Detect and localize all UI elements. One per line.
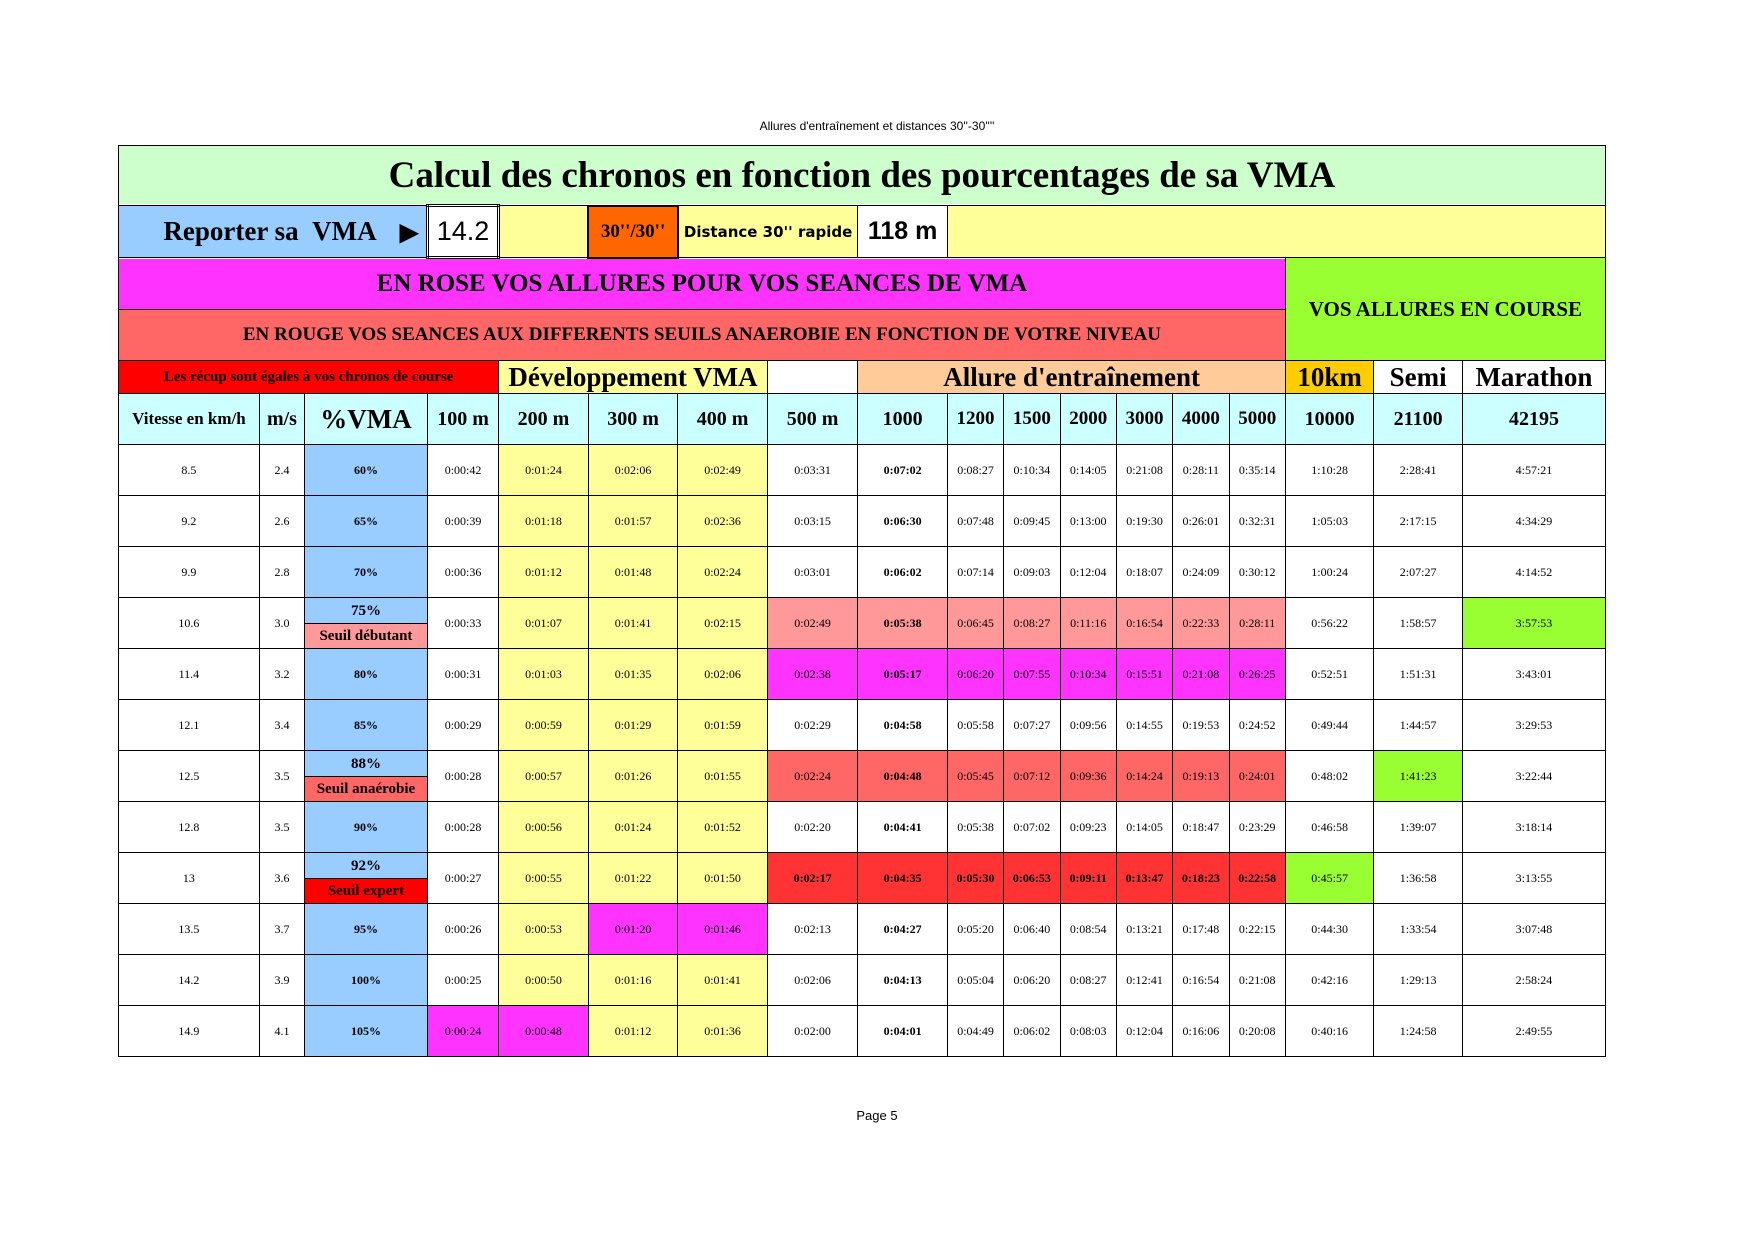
speed-ms-cell: 3.0 <box>259 598 304 649</box>
time-cell: 0:01:24 <box>499 445 589 496</box>
ten-km-header: 10km <box>1285 361 1374 394</box>
time-cell: 0:02:24 <box>678 547 768 598</box>
time-cell: 0:12:04 <box>1116 1006 1172 1057</box>
time-cell: 0:00:33 <box>427 598 498 649</box>
time-cell: 0:00:31 <box>427 649 498 700</box>
vma-label: VMA <box>312 216 376 246</box>
time-cell: 0:04:27 <box>858 904 948 955</box>
time-cell: 0:00:27 <box>427 853 498 904</box>
time-cell: 0:01:48 <box>588 547 678 598</box>
time-cell: 0:06:53 <box>1004 853 1060 904</box>
column-header: Vitesse en km/h <box>119 394 260 445</box>
time-cell: 2:28:41 <box>1374 445 1463 496</box>
time-cell: 0:00:36 <box>427 547 498 598</box>
time-cell: 0:02:15 <box>678 598 768 649</box>
time-cell: 3:43:01 <box>1462 649 1605 700</box>
time-cell: 0:02:13 <box>767 904 858 955</box>
time-cell: 0:00:25 <box>427 955 498 1006</box>
time-cell: 0:13:21 <box>1116 904 1172 955</box>
time-cell: 2:49:55 <box>1462 1006 1605 1057</box>
column-header: 400 m <box>678 394 768 445</box>
vma-input[interactable]: 14.2 <box>427 206 498 258</box>
speed-kmh-cell: 10.6 <box>119 598 260 649</box>
course-banner: VOS ALLURES EN COURSE <box>1285 258 1605 361</box>
marathon-header: Marathon <box>1462 361 1605 394</box>
time-cell: 0:08:27 <box>947 445 1003 496</box>
time-cell: 0:18:07 <box>1116 547 1172 598</box>
vma-label-cell <box>305 206 428 258</box>
time-cell: 0:24:52 <box>1229 700 1285 751</box>
time-cell: 0:04:48 <box>858 751 948 802</box>
speed-ms-cell: 2.4 <box>259 445 304 496</box>
column-header: %VMA <box>305 394 428 445</box>
page-header: Allures d'entraînement et distances 30''-30'''' <box>759 119 995 133</box>
time-cell: 1:05:03 <box>1285 496 1374 547</box>
time-cell: 0:02:06 <box>588 445 678 496</box>
time-cell: 0:05:17 <box>858 649 948 700</box>
time-cell: 0:00:50 <box>499 955 589 1006</box>
column-header: m/s <box>259 394 304 445</box>
distance-label: Distance 30'' rapide <box>678 206 858 258</box>
column-header: 1500 <box>1004 394 1060 445</box>
table-row <box>119 598 1606 649</box>
time-cell: 2:17:15 <box>1374 496 1463 547</box>
threshold-label: Seuil anaérobie <box>305 776 427 801</box>
time-cell: 4:57:21 <box>1462 445 1605 496</box>
vma-percent: 92% <box>350 857 381 874</box>
time-cell: 0:04:13 <box>858 955 948 1006</box>
vma-percent-cell <box>305 598 428 649</box>
time-cell: 0:14:55 <box>1116 700 1172 751</box>
time-cell: 0:01:29 <box>588 700 678 751</box>
time-cell: 4:14:52 <box>1462 547 1605 598</box>
column-header: 3000 <box>1116 394 1172 445</box>
time-cell: 0:09:11 <box>1060 853 1116 904</box>
time-cell: 0:00:28 <box>427 751 498 802</box>
speed-ms-cell: 2.8 <box>259 547 304 598</box>
time-cell: 0:06:40 <box>1004 904 1060 955</box>
red-banner: EN ROUGE VOS SEANCES AUX DIFFERENTS SEUILS ANAEROBIE EN FONCTION DE VOTRE NIVEAU <box>119 310 1286 361</box>
time-cell: 3:29:53 <box>1462 700 1605 751</box>
time-cell: 0:05:04 <box>947 955 1003 1006</box>
table-row <box>119 649 1606 700</box>
table-row <box>119 955 1606 1006</box>
mode-badge: 30''/30'' <box>588 206 678 258</box>
time-cell: 0:32:31 <box>1229 496 1285 547</box>
time-cell: 0:18:47 <box>1173 802 1229 853</box>
vma-percent-cell: 95% <box>305 904 428 955</box>
column-header: 300 m <box>588 394 678 445</box>
speed-ms-cell: 2.6 <box>259 496 304 547</box>
threshold-label: Seuil expert <box>305 878 427 903</box>
time-cell: 0:13:00 <box>1060 496 1116 547</box>
speed-ms-cell: 3.7 <box>259 904 304 955</box>
vma-percent-cell <box>305 751 428 802</box>
distance-value: 118 m <box>858 206 948 258</box>
vma-percent-cell: 80% <box>305 649 428 700</box>
speed-kmh-cell: 14.2 <box>119 955 260 1006</box>
speed-ms-cell: 3.9 <box>259 955 304 1006</box>
time-cell: 0:00:26 <box>427 904 498 955</box>
time-cell: 0:04:01 <box>858 1006 948 1057</box>
time-cell: 0:01:03 <box>499 649 589 700</box>
time-cell: 0:52:51 <box>1285 649 1374 700</box>
time-cell: 0:00:57 <box>499 751 589 802</box>
time-cell: 0:21:08 <box>1173 649 1229 700</box>
threshold-label: Seuil débutant <box>305 623 427 648</box>
time-cell: 0:04:41 <box>858 802 948 853</box>
time-cell: 0:13:47 <box>1116 853 1172 904</box>
pink-banner: EN ROSE VOS ALLURES POUR VOS SEANCES DE VMA <box>119 258 1286 310</box>
time-cell: 0:01:36 <box>678 1006 768 1057</box>
time-cell: 0:12:41 <box>1116 955 1172 1006</box>
time-cell: 0:12:04 <box>1060 547 1116 598</box>
time-cell: 1:41:23 <box>1374 751 1463 802</box>
time-cell: 0:06:30 <box>858 496 948 547</box>
table-row <box>119 751 1606 802</box>
time-cell: 0:01:26 <box>588 751 678 802</box>
time-cell: 1:24:58 <box>1374 1006 1463 1057</box>
time-cell: 0:00:29 <box>427 700 498 751</box>
time-cell: 0:01:46 <box>678 904 768 955</box>
time-cell: 0:08:54 <box>1060 904 1116 955</box>
table-row <box>119 445 1606 496</box>
speed-ms-cell: 4.1 <box>259 1006 304 1057</box>
vma-percent-cell: 90% <box>305 802 428 853</box>
time-cell: 0:02:29 <box>767 700 858 751</box>
time-cell: 2:07:27 <box>1374 547 1463 598</box>
semi-header: Semi <box>1374 361 1463 394</box>
time-cell: 0:04:35 <box>858 853 948 904</box>
time-cell: 0:07:02 <box>858 445 948 496</box>
table-row <box>119 700 1606 751</box>
time-cell: 0:16:54 <box>1116 598 1172 649</box>
time-cell: 3:57:53 <box>1462 598 1605 649</box>
time-cell: 0:01:52 <box>678 802 768 853</box>
time-cell: 0:14:05 <box>1116 802 1172 853</box>
time-cell: 0:01:41 <box>588 598 678 649</box>
time-cell: 0:14:05 <box>1060 445 1116 496</box>
time-cell: 0:03:31 <box>767 445 858 496</box>
time-cell: 0:19:53 <box>1173 700 1229 751</box>
vma-percent-cell <box>305 853 428 904</box>
time-cell: 0:10:34 <box>1004 445 1060 496</box>
time-cell: 0:09:03 <box>1004 547 1060 598</box>
time-cell: 0:01:59 <box>678 700 768 751</box>
time-cell: 0:16:06 <box>1173 1006 1229 1057</box>
speed-kmh-cell: 12.1 <box>119 700 260 751</box>
time-cell: 0:01:22 <box>588 853 678 904</box>
time-cell: 0:07:02 <box>1004 802 1060 853</box>
column-header: 4000 <box>1173 394 1229 445</box>
time-cell: 0:00:53 <box>499 904 589 955</box>
time-cell: 0:01:24 <box>588 802 678 853</box>
time-cell: 0:01:16 <box>588 955 678 1006</box>
input-row-filler <box>947 206 1605 258</box>
time-cell: 1:36:58 <box>1374 853 1463 904</box>
time-cell: 0:06:02 <box>858 547 948 598</box>
time-cell: 0:09:56 <box>1060 700 1116 751</box>
time-cell: 1:51:31 <box>1374 649 1463 700</box>
time-cell: 1:58:57 <box>1374 598 1463 649</box>
time-cell: 0:42:16 <box>1285 955 1374 1006</box>
vma-percent: 75% <box>350 602 381 619</box>
time-cell: 0:21:08 <box>1116 445 1172 496</box>
time-cell: 0:28:11 <box>1229 598 1285 649</box>
speed-kmh-cell: 13 <box>119 853 260 904</box>
time-cell: 0:35:14 <box>1229 445 1285 496</box>
time-cell: 0:05:38 <box>947 802 1003 853</box>
time-cell: 0:15:51 <box>1116 649 1172 700</box>
column-header: 21100 <box>1374 394 1463 445</box>
time-cell: 0:49:44 <box>1285 700 1374 751</box>
time-cell: 0:07:12 <box>1004 751 1060 802</box>
time-cell: 0:22:15 <box>1229 904 1285 955</box>
time-cell: 0:02:17 <box>767 853 858 904</box>
time-cell: 0:02:06 <box>767 955 858 1006</box>
time-cell: 0:24:01 <box>1229 751 1285 802</box>
time-cell: 0:02:00 <box>767 1006 858 1057</box>
recup-note: Les récup sont égales à vos chronos de course <box>119 361 499 394</box>
time-cell: 0:18:23 <box>1173 853 1229 904</box>
time-cell: 0:01:50 <box>678 853 768 904</box>
time-cell: 0:11:16 <box>1060 598 1116 649</box>
time-cell: 0:28:11 <box>1173 445 1229 496</box>
time-cell: 0:00:42 <box>427 445 498 496</box>
vma-percent: 88% <box>350 755 381 772</box>
time-cell: 0:00:48 <box>499 1006 589 1057</box>
column-header: 2000 <box>1060 394 1116 445</box>
time-cell: 0:10:34 <box>1060 649 1116 700</box>
time-cell: 0:07:27 <box>1004 700 1060 751</box>
page-footer: Page 5 <box>856 1108 898 1123</box>
speed-kmh-cell: 12.5 <box>119 751 260 802</box>
time-cell: 0:01:12 <box>499 547 589 598</box>
time-cell: 0:22:33 <box>1173 598 1229 649</box>
time-cell: 0:07:14 <box>947 547 1003 598</box>
table-row <box>119 1006 1606 1057</box>
column-header: 1200 <box>947 394 1003 445</box>
time-cell: 0:00:59 <box>499 700 589 751</box>
vma-percent-cell: 65% <box>305 496 428 547</box>
group-spacer <box>767 361 858 394</box>
time-cell: 0:56:22 <box>1285 598 1374 649</box>
time-cell: 0:19:30 <box>1116 496 1172 547</box>
speed-kmh-cell: 8.5 <box>119 445 260 496</box>
time-cell: 0:03:15 <box>767 496 858 547</box>
time-cell: 3:07:48 <box>1462 904 1605 955</box>
column-header: 10000 <box>1285 394 1374 445</box>
speed-kmh-cell: 9.9 <box>119 547 260 598</box>
speed-kmh-cell: 14.9 <box>119 1006 260 1057</box>
vma-percent-cell: 70% <box>305 547 428 598</box>
column-header: 500 m <box>767 394 858 445</box>
time-cell: 0:02:24 <box>767 751 858 802</box>
time-cell: 0:00:39 <box>427 496 498 547</box>
time-cell: 0:00:55 <box>499 853 589 904</box>
column-header: 100 m <box>427 394 498 445</box>
time-cell: 0:02:49 <box>767 598 858 649</box>
time-cell: 0:03:01 <box>767 547 858 598</box>
time-cell: 0:05:58 <box>947 700 1003 751</box>
time-cell: 1:44:57 <box>1374 700 1463 751</box>
table-row <box>119 496 1606 547</box>
time-cell: 0:30:12 <box>1229 547 1285 598</box>
time-cell: 0:26:25 <box>1229 649 1285 700</box>
time-cell: 0:44:30 <box>1285 904 1374 955</box>
vma-percent-cell: 105% <box>305 1006 428 1057</box>
time-cell: 0:08:27 <box>1060 955 1116 1006</box>
speed-ms-cell: 3.5 <box>259 802 304 853</box>
time-cell: 0:02:38 <box>767 649 858 700</box>
vma-percent-cell: 100% <box>305 955 428 1006</box>
time-cell: 0:06:20 <box>1004 955 1060 1006</box>
time-cell: 1:00:24 <box>1285 547 1374 598</box>
time-cell: 0:48:02 <box>1285 751 1374 802</box>
time-cell: 0:09:45 <box>1004 496 1060 547</box>
time-cell: 0:02:49 <box>678 445 768 496</box>
time-cell: 0:08:03 <box>1060 1006 1116 1057</box>
time-cell: 0:08:27 <box>1004 598 1060 649</box>
speed-kmh-cell: 12.8 <box>119 802 260 853</box>
time-cell: 0:26:01 <box>1173 496 1229 547</box>
input-spacer <box>499 206 589 258</box>
speed-kmh-cell: 9.2 <box>119 496 260 547</box>
arrow-right-icon: ▶ <box>399 220 419 246</box>
table-row <box>119 853 1606 904</box>
time-cell: 0:09:23 <box>1060 802 1116 853</box>
speed-ms-cell: 3.2 <box>259 649 304 700</box>
time-cell: 0:24:09 <box>1173 547 1229 598</box>
time-cell: 0:21:08 <box>1229 955 1285 1006</box>
time-cell: 0:01:55 <box>678 751 768 802</box>
time-cell: 0:05:30 <box>947 853 1003 904</box>
page-title: Calcul des chronos en fonction des pourcentages de sa VMA <box>119 146 1606 206</box>
time-cell: 3:22:44 <box>1462 751 1605 802</box>
table-row <box>119 802 1606 853</box>
time-cell: 0:02:36 <box>678 496 768 547</box>
time-cell: 3:13:55 <box>1462 853 1605 904</box>
time-cell: 0:17:48 <box>1173 904 1229 955</box>
time-cell: 0:23:29 <box>1229 802 1285 853</box>
time-cell: 0:40:16 <box>1285 1006 1374 1057</box>
time-cell: 0:05:20 <box>947 904 1003 955</box>
column-header: 5000 <box>1229 394 1285 445</box>
time-cell: 0:01:12 <box>588 1006 678 1057</box>
time-cell: 0:19:13 <box>1173 751 1229 802</box>
table-row <box>119 904 1606 955</box>
time-cell: 0:00:28 <box>427 802 498 853</box>
time-cell: 0:07:48 <box>947 496 1003 547</box>
time-cell: 0:06:20 <box>947 649 1003 700</box>
time-cell: 0:02:06 <box>678 649 768 700</box>
vma-table <box>118 145 1606 1057</box>
vma-percent-cell: 60% <box>305 445 428 496</box>
speed-kmh-cell: 11.4 <box>119 649 260 700</box>
speed-ms-cell: 3.4 <box>259 700 304 751</box>
time-cell: 0:01:07 <box>499 598 589 649</box>
time-cell: 0:14:24 <box>1116 751 1172 802</box>
time-cell: 2:58:24 <box>1462 955 1605 1006</box>
time-cell: 0:00:56 <box>499 802 589 853</box>
speed-ms-cell: 3.5 <box>259 751 304 802</box>
speed-ms-cell: 3.6 <box>259 853 304 904</box>
time-cell: 1:10:28 <box>1285 445 1374 496</box>
table-row <box>119 547 1606 598</box>
column-header: 1000 <box>858 394 948 445</box>
time-cell: 0:07:55 <box>1004 649 1060 700</box>
time-cell: 0:02:20 <box>767 802 858 853</box>
time-cell: 0:20:08 <box>1229 1006 1285 1057</box>
time-cell: 0:01:41 <box>678 955 768 1006</box>
time-cell: 0:01:35 <box>588 649 678 700</box>
time-cell: 0:06:45 <box>947 598 1003 649</box>
time-cell: 1:29:13 <box>1374 955 1463 1006</box>
time-cell: 0:46:58 <box>1285 802 1374 853</box>
time-cell: 0:04:49 <box>947 1006 1003 1057</box>
time-cell: 1:39:07 <box>1374 802 1463 853</box>
time-cell: 0:01:57 <box>588 496 678 547</box>
time-cell: 0:01:18 <box>499 496 589 547</box>
time-cell: 0:06:02 <box>1004 1006 1060 1057</box>
column-header: 42195 <box>1462 394 1605 445</box>
time-cell: 3:18:14 <box>1462 802 1605 853</box>
time-cell: 0:04:58 <box>858 700 948 751</box>
column-header: 200 m <box>499 394 589 445</box>
speed-kmh-cell: 13.5 <box>119 904 260 955</box>
time-cell: 0:09:36 <box>1060 751 1116 802</box>
dev-vma-header: Développement VMA <box>499 361 768 394</box>
vma-percent-cell: 85% <box>305 700 428 751</box>
time-cell: 0:45:57 <box>1285 853 1374 904</box>
allure-header: Allure d'entraînement <box>858 361 1286 394</box>
time-cell: 0:05:45 <box>947 751 1003 802</box>
time-cell: 0:16:54 <box>1173 955 1229 1006</box>
reporter-label: Reporter sa <box>119 206 305 258</box>
time-cell: 4:34:29 <box>1462 496 1605 547</box>
time-cell: 0:22:58 <box>1229 853 1285 904</box>
time-cell: 0:05:38 <box>858 598 948 649</box>
time-cell: 0:01:20 <box>588 904 678 955</box>
time-cell: 1:33:54 <box>1374 904 1463 955</box>
time-cell: 0:00:24 <box>427 1006 498 1057</box>
